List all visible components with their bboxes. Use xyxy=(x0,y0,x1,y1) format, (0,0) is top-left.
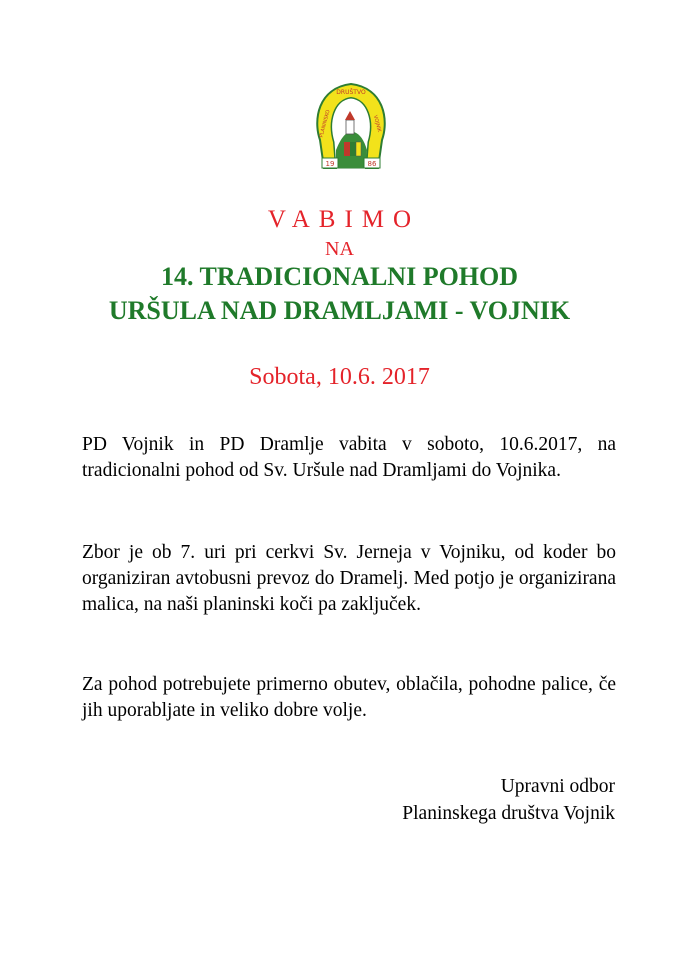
event-title-line1: 14. TRADICIONALNI POHOD xyxy=(160,262,519,291)
logo-right-text: VOJNIK xyxy=(371,114,383,133)
logo-year-right: 86 xyxy=(367,160,377,168)
signature-line2: Planinskega društva Vojnik xyxy=(402,803,615,824)
paragraph-meeting: Zbor je ob 7. uri pri cerkvi Sv. Jerneja v Vojniku, od koder bo organiziran avtobusni prevoz do Dramelj. Med potjo je organizirana malica, na naši planinski koči pa zaključek. xyxy=(82,542,616,615)
paragraph-intro: PD Vojnik in PD Dramlje vabita v soboto, 10.6.2017, na tradicionalni pohod od Sv. Uršule nad Dramljami do Vojnika. xyxy=(82,434,616,481)
event-title-line2: URŠULA NAD DRAMLJAMI - VOJNIK xyxy=(108,296,571,325)
signature-line1: Upravni odbor xyxy=(500,776,615,797)
event-date: Sobota, 10.6. 2017 xyxy=(249,364,430,390)
logo-left-text: PLANINSKO xyxy=(318,109,332,139)
logo-year-left: 19 xyxy=(325,160,335,168)
invite-heading: VABIMO xyxy=(267,206,421,233)
na-heading: NA xyxy=(325,238,354,260)
logo-top-text: DRUŠTVO xyxy=(336,89,366,96)
club-logo xyxy=(310,80,392,178)
paragraph-equipment: Za pohod potrebujete primerno obutev, oblačila, pohodne palice, če jih uporabljate in veliko dobre volje. xyxy=(82,674,616,721)
